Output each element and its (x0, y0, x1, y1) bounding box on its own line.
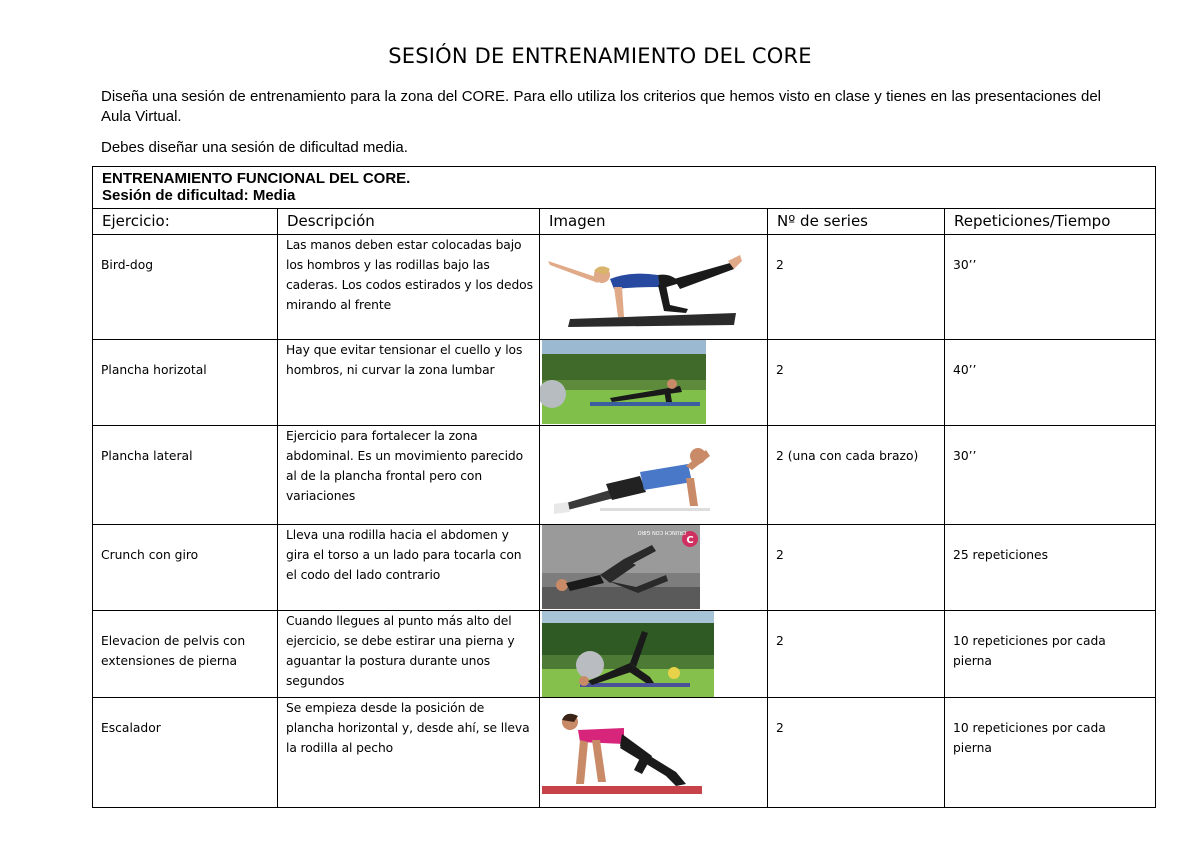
side-plank-photo (540, 426, 750, 524)
exercise-description: Cuando llegues al punto más alto del ejercicio, se debe estirar una pierna y aguantar la postura durante unos segundos (278, 611, 540, 698)
twist-crunch-photo (540, 525, 750, 609)
exercise-image-cell (540, 698, 768, 808)
series-count: 2 (768, 340, 945, 426)
column-header-reps: Repeticiones/Tiempo (945, 209, 1156, 235)
table-row (93, 525, 1156, 611)
table-heading-title: ENTRENAMIENTO FUNCIONAL DEL CORE. (102, 170, 411, 187)
column-header-image: Imagen (540, 209, 768, 235)
table-heading-difficulty: Sesión de dificultad: Media (102, 187, 296, 204)
reps-time: 30’’ (945, 426, 1156, 525)
column-header-exercise: Ejercicio: (93, 209, 278, 235)
table-heading (93, 167, 1156, 209)
exercise-image-cell (540, 611, 768, 698)
difficulty-paragraph: Debes diseñar una sesión de dificultad media. (101, 139, 408, 156)
series-count: 2 (768, 235, 945, 340)
exercise-image-cell (540, 340, 768, 426)
series-count: 2 (768, 698, 945, 808)
training-table (92, 166, 1156, 808)
reps-time: 10 repeticiones por cada pierna (945, 698, 1156, 808)
reps-time: 40’’ (945, 340, 1156, 426)
mountain-climber-photo (540, 698, 750, 806)
table-row (93, 235, 1156, 340)
exercise-image-cell (540, 426, 768, 525)
document-title: SESIÓN DE ENTRENAMIENTO DEL CORE (388, 44, 812, 68)
intro-paragraph: Diseña una sesión de entrenamiento para la zona del CORE. Para ello utiliza los criterios que hemos visto en clase y tienes en las presentaciones del Aula Virtual. (101, 88, 1101, 125)
column-header-series: Nº de series (768, 209, 945, 235)
reps-time: 25 repeticiones (945, 525, 1156, 611)
bird-dog-photo (540, 235, 750, 339)
exercise-description: Lleva una rodilla hacia el abdomen y gira el torso a un lado para tocarla con el codo del lado contrario (278, 525, 540, 611)
exercise-description: Las manos deben estar colocadas bajo los hombros y las rodillas bajo las caderas. Los codos estirados y los dedos mirando al frente (278, 235, 540, 340)
exercise-name: Elevacion de pelvis con extensiones de pierna (93, 611, 278, 698)
exercise-name: Plancha horizotal (93, 340, 278, 426)
table-row (93, 340, 1156, 426)
table-row (93, 426, 1156, 525)
column-header-row (93, 209, 1156, 235)
image-caption-text: CRUNCH CON GIRO (637, 529, 687, 535)
exercise-description: Ejercicio para fortalecer la zona abdominal. Es un movimiento parecido al de la plancha frontal pero con variaciones (278, 426, 540, 525)
exercise-image-cell (540, 235, 768, 340)
exercise-image-cell (540, 525, 768, 611)
exercise-name: Plancha lateral (93, 426, 278, 525)
column-header-description: Descripción (278, 209, 540, 235)
series-count: 2 (768, 611, 945, 698)
reps-time: 10 repeticiones por cada pierna (945, 611, 1156, 698)
table-row (93, 698, 1156, 808)
table-heading-row (93, 167, 1156, 209)
series-count: 2 (una con cada brazo) (768, 426, 945, 525)
exercise-description: Se empieza desde la posición de plancha horizontal y, desde ahí, se lleva la rodilla al pecho (278, 698, 540, 808)
exercise-name: Escalador (93, 698, 278, 808)
exercise-description: Hay que evitar tensionar el cuello y los hombros, ni curvar la zona lumbar (278, 340, 540, 426)
pelvis-lift-photo (540, 611, 750, 697)
series-count: 2 (768, 525, 945, 611)
reps-time: 30’’ (945, 235, 1156, 340)
table-row (93, 611, 1156, 698)
exercise-name: Bird-dog (93, 235, 278, 340)
exercise-name: Crunch con giro (93, 525, 278, 611)
brand-logo: C (686, 535, 694, 546)
plank-photo (540, 340, 750, 424)
